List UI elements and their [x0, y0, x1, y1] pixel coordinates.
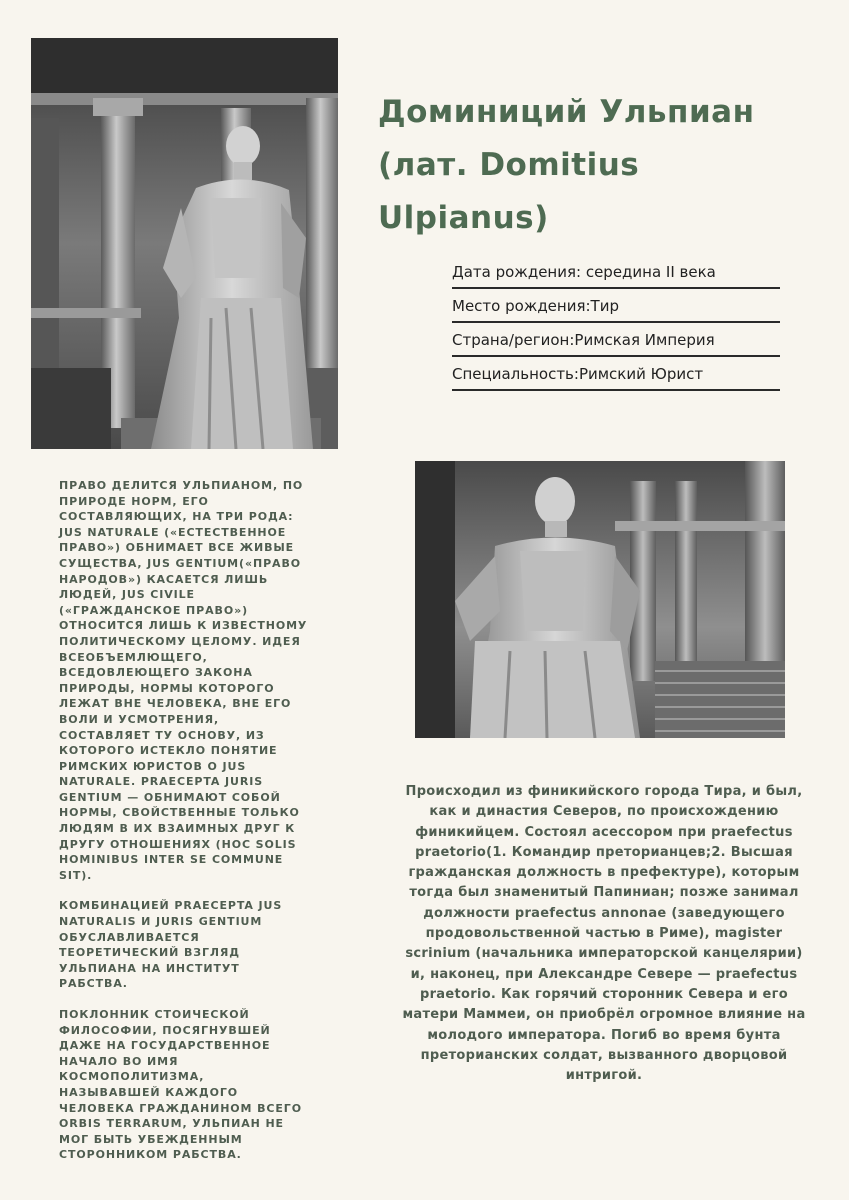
paragraph-biography: Происходил из финикийского города Тира, и был, как и династия Северов, по происхождению финикийцем. Состоял асессором при praefectus praetorio(1. Командир преторианцев;2. Высшая гражданская должность в префектуре), которым тогда был знаменитый Папиниан; позже занимал должности praefectus annonae (заведующего продовольственной частью в Риме), magister scrinium (начальника императорской канцелярии) и, наконец, при Александре Севере — praefectus praetorio. Как горячий сторонник Севера и его матери Маммеи, он приобрёл огромное влияние на молодого императора. Погиб во время бунта преторианских солдат, вызванного дворцовой интригой. — [402, 784, 806, 1084]
paragraph-stoic-philosophy: ПОКЛОННИК СТОИЧЕСКОЙ ФИЛОСОФИИ, ПОСЯГНУВШЕЙ ДАЖЕ НА ГОСУДАРСТВЕННОЕ НАЧАЛО ВО ИМЯ КОСМОПОЛИТИЗМА, НАЗЫВАВШЕЙ КАЖДОГО ЧЕЛОВЕКА ГРАЖДАНИНОМ ВСЕГО ORBIS TERRARUM, УЛЬПИАН НЕ МОГ БЫТЬ УБЕЖДЕННЫМ СТОРОННИКОМ РАБСТВА. — [59, 1008, 302, 1162]
fact-birth-date: Дата рождения: середина II века — [452, 255, 780, 289]
statue-photo-middle — [415, 461, 785, 738]
left-column-text — [59, 478, 309, 1178]
fact-birth-place: Место рождения:Тир — [452, 289, 780, 323]
statue-photo-top — [31, 38, 338, 449]
page-title: Доминиций Ульпиан (лат. Domitius Ulpianus) — [378, 94, 755, 236]
right-column-text — [398, 782, 810, 1086]
paragraph-slavery-view: КОМБИНАЦИЕЙ PRAECEPTA JUS NATURALIS И JURIS GENTIUM ОБУСЛАВЛИВАЕТСЯ ТЕОРЕТИЧЕСКИЙ ВЗГЛЯД УЛЬПИАНА НА ИНСТИТУТ РАБСТВА. — [59, 899, 283, 991]
fact-specialty: Специальность:Римский Юрист — [452, 357, 780, 391]
fact-country: Страна/регион:Римская Империя — [452, 323, 780, 357]
facts-list — [452, 255, 780, 391]
paragraph-law-division: ПРАВО ДЕЛИТСЯ УЛЬПИАНОМ, ПО ПРИРОДЕ НОРМ, ЕГО СОСТАВЛЯЮЩИХ, НА ТРИ РОДА: JUS NATURALE («ЕСТЕСТВЕННОЕ ПРАВО») ОБНИМАЕТ ВСЕ ЖИВЫЕ СУЩЕСТВА, JUS GENTIUM(«ПРАВО НАРОДОВ») КАСАЕТСЯ ЛИШЬ ЛЮДЕЙ, JUS CIVILE («ГРАЖДАНСКОЕ ПРАВО») ОТНОСИТСЯ ЛИШЬ К ИЗВЕСТНОМУ ПОЛИТИЧЕСКОМУ ЦЕЛОМУ. ИДЕЯ ВСЕОБЪЕМЛЮЩЕГО, ВСЕДОВЛЕЮЩЕГО ЗАКОНА ПРИРОДЫ, НОРМЫ КОТОРОГО ЛЕЖАТ ВНЕ ЧЕЛОВЕКА, ВНЕ ЕГО ВОЛИ И УСМОТРЕНИЯ, СОСТАВЛЯЕТ ТУ ОСНОВУ, ИЗ КОТОРОГО ИСТЕКЛО ПОНЯТИЕ РИМСКИХ ЮРИСТОВ О JUS NATURALE. PRAECEPTA JURIS GENTIUM — ОБНИМАЮТ СОБОЙ НОРМЫ, СВОЙСТВЕННЫЕ ТОЛЬКО ЛЮДЯМ В ИХ ВЗАИМНЫХ ДРУГ К ДРУГУ ОТНОШЕНИЯХ (HOC SOLIS HOMINIBUS INTER SE COMMUNE SIT). — [59, 479, 308, 882]
